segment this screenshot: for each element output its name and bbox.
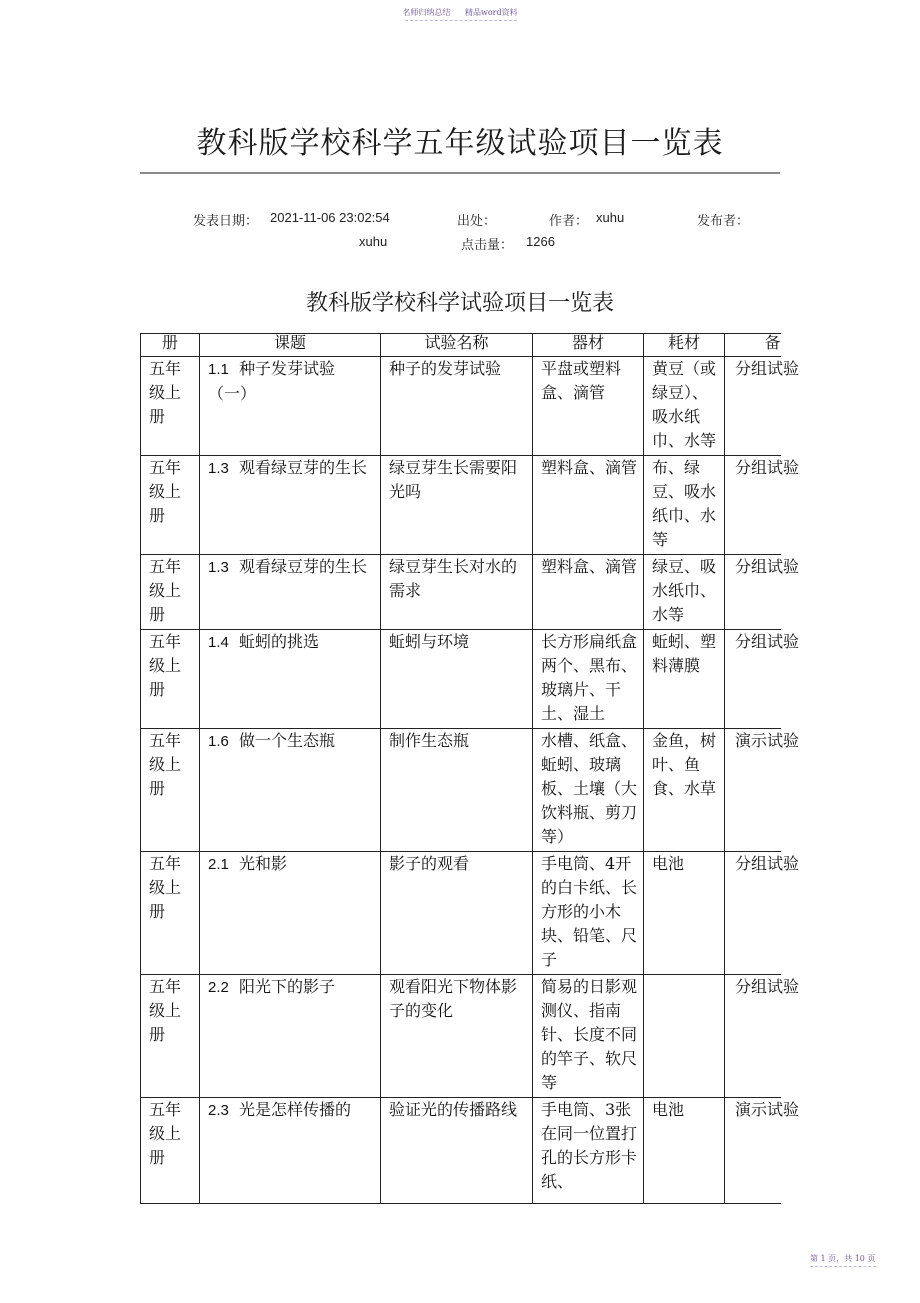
table-row bbox=[141, 852, 781, 975]
watermark-divider bbox=[405, 20, 517, 21]
cell-experiment-name: 绿豆芽生长需要阳光吗 bbox=[381, 456, 533, 555]
cell-topic bbox=[200, 975, 381, 1098]
cell-equipment: 手电筒、4开的白卡纸、长方形的小木块、铅笔、尺子 bbox=[533, 852, 644, 975]
watermark-header bbox=[0, 7, 920, 18]
table-row bbox=[141, 456, 781, 555]
cell-book: 五年级上册 bbox=[141, 729, 200, 852]
header-note: 备 bbox=[725, 334, 781, 357]
cell-topic bbox=[200, 630, 381, 729]
cell-topic bbox=[200, 729, 381, 852]
cell-topic bbox=[200, 852, 381, 975]
lesson-title: 光是怎样传播的 bbox=[239, 1100, 352, 1119]
cell-book: 五年级上册 bbox=[141, 852, 200, 975]
cell-book: 五年级上册 bbox=[141, 555, 200, 630]
lesson-title: 阳光下的影子 bbox=[239, 977, 336, 996]
table-row bbox=[141, 357, 781, 456]
cell-topic bbox=[200, 555, 381, 630]
table-header-row bbox=[141, 334, 781, 357]
header-topic: 课题 bbox=[200, 334, 381, 357]
lesson-title: 光和影 bbox=[239, 854, 288, 873]
cell-book: 五年级上册 bbox=[141, 456, 200, 555]
cell-note: 分组试验 bbox=[725, 555, 781, 630]
cell-note: 分组试验 bbox=[725, 975, 781, 1098]
clicks-value: 1266 bbox=[526, 234, 555, 249]
lesson-number: 2.1 bbox=[208, 856, 229, 873]
lesson-number: 2.3 bbox=[208, 1102, 229, 1119]
cell-equipment: 简易的日影观测仪、指南针、长度不同的竿子、软尺等 bbox=[533, 975, 644, 1098]
date-value: 2021-11-06 23:02:54 bbox=[270, 210, 390, 225]
cell-note: 演示试验 bbox=[725, 1098, 781, 1204]
table-row bbox=[141, 630, 781, 729]
watermark-right: 精品word资料 bbox=[464, 8, 518, 17]
cell-consumables: 蚯蚓、塑料薄膜 bbox=[644, 630, 725, 729]
lesson-number: 1.1 bbox=[208, 361, 229, 378]
cell-book: 五年级上册 bbox=[141, 1098, 200, 1204]
author-value: xuhu bbox=[596, 210, 625, 225]
cell-equipment: 水槽、纸盒、蚯蚓、玻璃板、土壤（大饮料瓶、剪刀等） bbox=[533, 729, 644, 852]
cell-consumables: 电池 bbox=[644, 1098, 725, 1204]
clicks-label: 点击量： bbox=[461, 238, 514, 253]
cell-consumables: 绿豆、吸水纸巾、水等 bbox=[644, 555, 725, 630]
publisher-label: 发布者： bbox=[697, 214, 750, 229]
cell-equipment: 塑料盒、滴管 bbox=[533, 456, 644, 555]
cell-note: 分组试验 bbox=[725, 456, 781, 555]
header-consumables: 耗材 bbox=[644, 334, 725, 357]
cell-experiment-name: 影子的观看 bbox=[381, 852, 533, 975]
cell-consumables: 金鱼，树叶、鱼食、水草 bbox=[644, 729, 725, 852]
lesson-number: 1.6 bbox=[208, 733, 229, 750]
cell-consumables: 电池 bbox=[644, 852, 725, 975]
cell-book: 五年级上册 bbox=[141, 357, 200, 456]
cell-equipment: 平盘或塑料盒、滴管 bbox=[533, 357, 644, 456]
table-row bbox=[141, 975, 781, 1098]
lesson-title: 观看绿豆芽的生长 bbox=[239, 557, 368, 576]
cell-book: 五年级上册 bbox=[141, 975, 200, 1098]
header-experiment-name: 试验名称 bbox=[381, 334, 533, 357]
cell-note: 演示试验 bbox=[725, 729, 781, 852]
cell-experiment-name: 绿豆芽生长对水的需求 bbox=[381, 555, 533, 630]
experiment-table bbox=[140, 333, 800, 1204]
cell-equipment: 手电筒、3张在同一位置打孔的长方形卡纸、 bbox=[533, 1098, 644, 1204]
lesson-title: 种子发芽试验（一） bbox=[208, 359, 336, 403]
cell-note: 分组试验 bbox=[725, 852, 781, 975]
cell-equipment: 塑料盒、滴管 bbox=[533, 555, 644, 630]
header-equipment: 器材 bbox=[533, 334, 644, 357]
page-footer: 第 1 页，共 10 页 bbox=[810, 1254, 876, 1263]
lesson-number: 1.3 bbox=[208, 559, 229, 576]
author-label: 作者： bbox=[549, 214, 589, 229]
table-row bbox=[141, 1098, 781, 1204]
cell-experiment-name: 蚯蚓与环境 bbox=[381, 630, 533, 729]
cell-experiment-name: 种子的发芽试验 bbox=[381, 357, 533, 456]
page-title: 教科版学校科学五年级试验项目一览表 bbox=[196, 126, 724, 161]
cell-note: 分组试验 bbox=[725, 357, 781, 456]
lesson-number: 1.4 bbox=[208, 634, 229, 651]
cell-note: 分组试验 bbox=[725, 630, 781, 729]
date-label: 发表日期： bbox=[193, 214, 259, 229]
cell-topic bbox=[200, 357, 381, 456]
cell-experiment-name: 验证光的传播路线 bbox=[381, 1098, 533, 1204]
lesson-number: 1.3 bbox=[208, 460, 229, 477]
lesson-title: 观看绿豆芽的生长 bbox=[239, 458, 368, 477]
lesson-title: 做一个生态瓶 bbox=[239, 731, 336, 750]
cell-consumables: 黄豆（或绿豆）、吸水纸巾、水等 bbox=[644, 357, 725, 456]
cell-book: 五年级上册 bbox=[141, 630, 200, 729]
table-row bbox=[141, 555, 781, 630]
cell-consumables bbox=[644, 975, 725, 1098]
title-divider bbox=[140, 172, 780, 174]
cell-experiment-name: 制作生态瓶 bbox=[381, 729, 533, 852]
table-row bbox=[141, 729, 781, 852]
header-book: 册 bbox=[141, 334, 200, 357]
cell-topic bbox=[200, 1098, 381, 1204]
table-title: 教科版学校科学试验项目一览表 bbox=[305, 291, 614, 316]
publisher-value: xuhu bbox=[359, 234, 388, 249]
cell-consumables: 布、绿豆、吸水纸巾、水等 bbox=[644, 456, 725, 555]
lesson-title: 蚯蚓的挑选 bbox=[239, 632, 320, 651]
lesson-number: 2.2 bbox=[208, 979, 229, 996]
cell-equipment: 长方形扁纸盒两个、黑布、玻璃片、干土、湿土 bbox=[533, 630, 644, 729]
watermark-left: 名师归纳总结 bbox=[402, 8, 451, 17]
cell-topic bbox=[200, 456, 381, 555]
source-label: 出处： bbox=[457, 214, 497, 229]
cell-experiment-name: 观看阳光下物体影子的变化 bbox=[381, 975, 533, 1098]
footer-divider bbox=[810, 1266, 876, 1267]
